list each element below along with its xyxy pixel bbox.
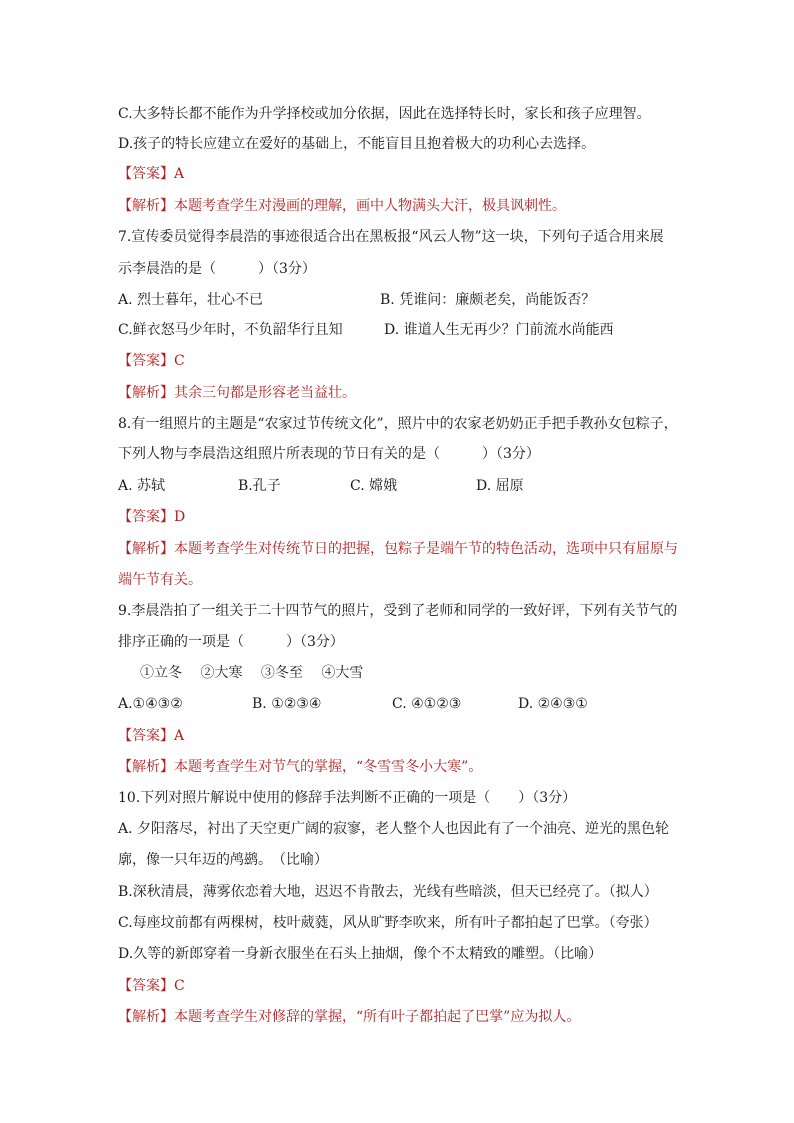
- q9-items: ①立冬 ②大寒 ③冬至 ④大雪: [140, 665, 364, 681]
- q7-option-a: A. 烈士暮年，壮心不已: [118, 292, 264, 308]
- q8-explanation-line-1: [118, 539, 678, 559]
- q6-explanation: [118, 196, 566, 216]
- q7-option-d: D. 谁道人生无再少？门前流水尚能西: [384, 322, 614, 338]
- q6-option-d: D.孩子的特长应建立在爱好的基础上，不能盲目且抱着极大的功利心去选择。: [118, 136, 596, 152]
- q10-option-d: D.久等的新郎穿着一身新衣服坐在石头上抽烟，像个不太精致的雕塑。（比喻）: [118, 946, 603, 962]
- q8-explanation-line-2: 端午节有关。: [118, 572, 202, 588]
- q9-option-b: B. ①②③④: [252, 696, 322, 712]
- q9-option-d: D. ②④③①: [518, 696, 588, 712]
- explanation-tag: 【解析】: [118, 1009, 174, 1025]
- q9-option-a: A.①④③②: [118, 696, 183, 712]
- q9-explanation: [118, 757, 482, 777]
- q8-stem-line-2: 下列人物与李晨浩这组照片所表现的节日有关的是（ ）（3分）: [118, 446, 540, 462]
- explanation-tag: 【解析】: [118, 541, 174, 557]
- explanation-tag: 【解析】: [118, 759, 174, 775]
- q7-option-b: B. 凭谁问：廉颇老矣，尚能饭否？: [380, 292, 596, 308]
- q10-option-a-line-1: A. 夕阳落尽，衬出了天空更广阔的寂寥，老人整个人也因此有了一个油亮、逆光的黑色轮: [118, 821, 670, 837]
- answer-value: A: [174, 728, 185, 744]
- q8-stem-line-1: 8.有一组照片的主题是“农家过节传统文化”，照片中的农家老奶奶正手把手教孙女包粽子，: [118, 416, 678, 432]
- q8-option-c: C. 嫦娥: [350, 478, 398, 494]
- q10-option-a-line-2: 廓，像一只年迈的鸬鹚。 （比喻）: [118, 852, 328, 868]
- q8-option-d: D. 屈原: [476, 478, 524, 494]
- answer-tag: 【答案】: [118, 728, 174, 744]
- q10-option-b: B.深秋清晨，薄雾依恋着大地，迟迟不肯散去，光线有些暗淡，但天已经亮了。（拟人）: [118, 884, 658, 900]
- q7-answer: [118, 351, 185, 371]
- q10-answer: [118, 976, 185, 996]
- q10-explanation: [118, 1007, 580, 1027]
- q6-answer: [118, 164, 184, 184]
- explanation-text: 本题考查学生对节气的掌握，“冬雪雪冬小大寒”。: [174, 759, 483, 775]
- answer-tag: 【答案】: [118, 509, 174, 525]
- q9-answer: [118, 726, 184, 746]
- q7-stem-line-1: 7.宣传委员觉得李晨浩的事迹很适合出在黑板报“风云人物”这一块，下列句子适合用来展: [118, 229, 664, 245]
- q8-option-b: B.孔子: [238, 478, 281, 494]
- answer-value: C: [174, 353, 185, 369]
- explanation-tag: 【解析】: [118, 198, 174, 214]
- explanation-text: 本题考查学生对传统节日的把握，包粽子是端午节的特色活动，选项中只有屈原与: [174, 541, 678, 557]
- q10-option-c: C.每座坟前都有两棵树，枝叶葳蕤，风从旷野李吹来，所有叶子都拍起了巴掌。（夸张）: [118, 915, 658, 931]
- explanation-text: 本题考查学生对修辞的掌握，“所有叶子都拍起了巴掌”应为拟人。: [174, 1009, 581, 1025]
- q9-option-c: C. ④①②③: [392, 696, 462, 712]
- answer-value: A: [174, 166, 185, 182]
- q10-stem: 10.下列对照片解说中使用的修辞手法判断不正确的一项是（ ）（3分）: [118, 790, 577, 806]
- answer-value: C: [174, 978, 185, 994]
- q7-stem-line-2: 示李晨浩的是（ ）（3分）: [118, 261, 316, 277]
- q8-answer: [118, 507, 185, 527]
- answer-tag: 【答案】: [118, 166, 174, 182]
- q7-option-c: C.鲜衣怒马少年时，不负韶华行且知: [118, 322, 343, 338]
- q7-explanation: [118, 383, 356, 403]
- q9-stem-line-1: 9.李晨浩拍了一组关于二十四节气的照片，受到了老师和同学的一致好评，下列有关节气的: [118, 603, 678, 619]
- answer-tag: 【答案】: [118, 978, 174, 994]
- explanation-text: 其余三句都是形容老当益壮。: [174, 385, 356, 401]
- explanation-tag: 【解析】: [118, 385, 174, 401]
- q6-option-c: C.大多特长都不能作为升学择校或加分依据，因此在选择特长时，家长和孩子应理智。: [118, 106, 651, 122]
- answer-tag: 【答案】: [118, 353, 174, 369]
- q8-option-a: A. 苏轼: [118, 478, 166, 494]
- answer-value: D: [174, 509, 186, 525]
- explanation-text: 本题考查学生对漫画的理解，画中人物满头大汗，极具讽刺性。: [174, 198, 566, 214]
- q9-stem-line-2: 排序正确的一项是（ ）（3分）: [118, 634, 344, 650]
